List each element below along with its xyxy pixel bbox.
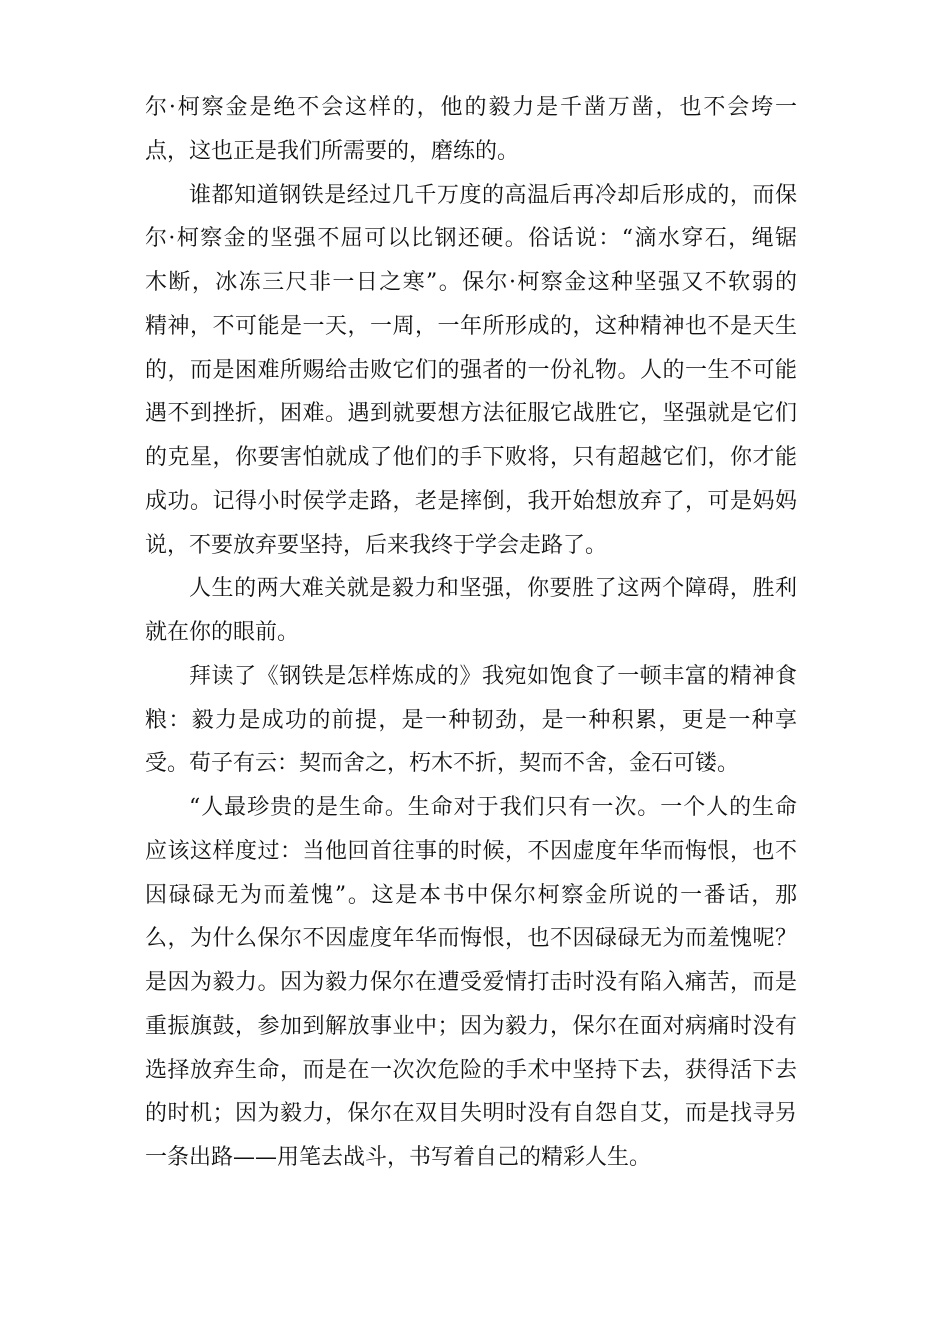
text-line: 精神，不可能是一天，一周，一年所形成的，这种精神也不是天生 — [145, 313, 797, 339]
text-line: 谁都知道钢铁是经过几千万度的高温后再冷却后形成的，而保 — [189, 182, 797, 208]
text-line: 粮：毅力是成功的前提，是一种韧劲，是一种积累，更是一种享 — [145, 707, 797, 733]
text-line: “人最珍贵的是生命。生命对于我们只有一次。一个人的生命 — [189, 795, 797, 820]
text-line: 是因为毅力。因为毅力保尔在遭受爱情打击时没有陷入痛苦，而是 — [145, 970, 797, 995]
body-text — [145, 86, 797, 1180]
text-line: 选择放弃生命，而是在一次次危险的手术中坚持下去，获得活下去 — [145, 1057, 797, 1083]
text-line: 就在你的眼前。 — [145, 620, 300, 645]
text-line: 的克星，你要害怕就成了他们的手下败将，只有超越它们，你才能 — [145, 445, 797, 470]
text-line: 的时机；因为毅力，保尔在双目失明时没有自怨自艾，而是找寻另 — [145, 1101, 797, 1127]
text-line: 么，为什么保尔不因虚度年华而悔恨，也不因碌碌无为而羞愧呢？ — [145, 926, 797, 952]
text-line: 受。荀子有云：契而舍之，朽木不折，契而不舍，金石可镂。 — [145, 751, 740, 777]
text-line: 成功。记得小时侯学走路，老是摔倒，我开始想放弃了，可是妈妈 — [145, 488, 797, 514]
text-line: 应该这样度过：当他回首往事的时候，不因虚度年华而悔恨，也不 — [145, 838, 797, 864]
text-line: 尔·柯察金的坚强不屈可以比钢还硬。俗话说：“滴水穿石，绳锯 — [145, 226, 797, 252]
text-line: 的，而是困难所赐给击败它们的强者的一份礼物。人的一生不可能 — [145, 357, 797, 383]
text-line: 人生的两大难关就是毅力和坚强，你要胜了这两个障碍，胜利 — [189, 576, 797, 602]
text-line: 因碌碌无为而羞愧”。这是本书中保尔柯察金所说的一番话，那 — [145, 882, 797, 908]
text-line: 重振旗鼓，参加到解放事业中；因为毅力，保尔在面对病痛时没有 — [145, 1013, 797, 1039]
text-line: 遇不到挫折，困难。遇到就要想方法征服它战胜它，坚强就是它们 — [145, 401, 797, 427]
text-line: 木断，冰冻三尺非一日之寒”。保尔·柯察金这种坚强又不软弱的 — [145, 270, 797, 295]
text-line: 一条出路——用笔去战斗，书写着自己的精彩人生。 — [145, 1145, 652, 1170]
text-line: 点，这也正是我们所需要的，磨练的。 — [145, 138, 520, 164]
text-line: 拜读了《钢铁是怎样炼成的》我宛如饱食了一顿丰富的精神食 — [189, 663, 797, 689]
text-line: 尔·柯察金是绝不会这样的，他的毅力是千凿万凿，也不会垮一 — [145, 95, 797, 120]
text-line: 说，不要放弃要坚持，后来我终于学会走路了。 — [145, 532, 608, 558]
